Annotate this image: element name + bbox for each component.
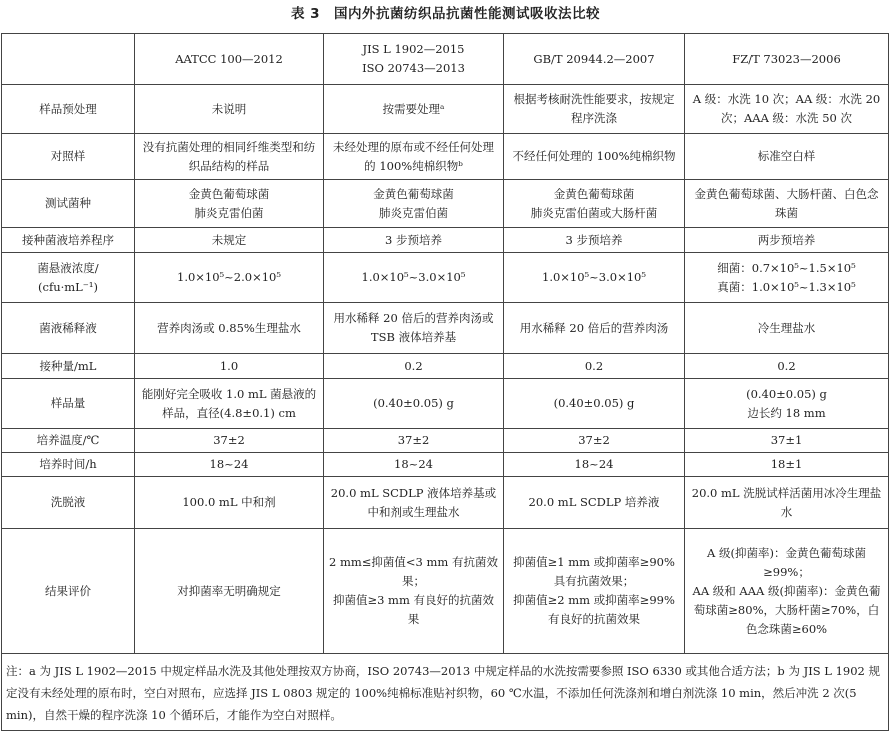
- header-cell-jis-iso: JIS L 1902—2015 ISO 20743—2013: [324, 34, 504, 85]
- table-cell: 对抑菌率无明确规定: [135, 529, 324, 654]
- table-cell: 未说明: [135, 85, 324, 134]
- row-label: 对照样: [2, 134, 135, 180]
- row-label: 洗脱液: [2, 477, 135, 529]
- table-cell: 37±2: [135, 429, 324, 453]
- table-cell: 20.0 mL SCDLP 液体培养基或中和剂或生理盐水: [324, 477, 504, 529]
- table-footnote: 注：a 为 JIS L 1902—2015 中规定样品水洗及其他处理按双方协商，ISO 20743—2013 中规定样品的水洗按需要参照 ISO 6330 或其他合适方法；b 为 JIS L 1902 规定没有未经处理的原布时，空白对照布，应选择 JIS L 0803 规定的 100%纯棉标准贴衬织物，60 ℃水温，不添加任何洗涤剂和增白剂洗涤 10 min，然后冲洗 2 次(5 min)，自然干燥的程序洗涤 10 个循环后，才能作为空白对照样。: [2, 654, 889, 731]
- table-cell: 18~24: [324, 453, 504, 477]
- table-cell: 金黄色葡萄球菌 肺炎克雷伯菌: [324, 180, 504, 228]
- table-cell: 没有抗菌处理的相同纤维类型和纺织品结构的样品: [135, 134, 324, 180]
- table-row-incubation-temperature: [2, 429, 889, 453]
- table-cell: 3 步预培养: [324, 228, 504, 253]
- table-cell: 按需要处理ᵃ: [324, 85, 504, 134]
- row-label: 样品预处理: [2, 85, 135, 134]
- header-cell-fzt: FZ/T 73023—2006: [685, 34, 889, 85]
- row-label: 接种量/mL: [2, 354, 135, 379]
- table-cell: 未经处理的原布或不经任何处理的 100%纯棉织物ᵇ: [324, 134, 504, 180]
- table-cell: 18~24: [135, 453, 324, 477]
- table-cell: 冷生理盐水: [685, 303, 889, 354]
- table-row-diluent: [2, 303, 889, 354]
- table-row-inoculum-volume: [2, 354, 889, 379]
- table-cell: 0.2: [504, 354, 685, 379]
- note-row: [2, 654, 889, 731]
- table-row-pretreatment: [2, 85, 889, 134]
- row-label: 测试菌种: [2, 180, 135, 228]
- comparison-table: [1, 33, 889, 731]
- table-row-suspension-concentration: [2, 253, 889, 303]
- row-label: 培养温度/℃: [2, 429, 135, 453]
- table-cell: 金黄色葡萄球菌、大肠杆菌、白色念珠菌: [685, 180, 889, 228]
- header-cell-gbt: GB/T 20944.2—2007: [504, 34, 685, 85]
- table-cell: 两步预培养: [685, 228, 889, 253]
- table-cell: 1.0: [135, 354, 324, 379]
- table-cell: 37±1: [685, 429, 889, 453]
- table-cell: 用水稀释 20 倍后的营养肉汤或 TSB 液体培养基: [324, 303, 504, 354]
- table-cell: 标准空白样: [685, 134, 889, 180]
- row-label: 培养时间/h: [2, 453, 135, 477]
- row-label: 接种菌液培养程序: [2, 228, 135, 253]
- table-cell: 细菌：0.7×10⁵~1.5×10⁵ 真菌：1.0×10⁵~1.3×10⁵: [685, 253, 889, 303]
- table-cell: 抑菌值≥1 mm 或抑菌率≥90%具有抗菌效果； 抑菌值≥2 mm 或抑菌率≥99%有良好的抗菌效果: [504, 529, 685, 654]
- table-row-sample-amount: [2, 379, 889, 429]
- header-cell-aatcc: AATCC 100—2012: [135, 34, 324, 85]
- table-cell: 金黄色葡萄球菌 肺炎克雷伯菌: [135, 180, 324, 228]
- table-cell: 营养肉汤或 0.85%生理盐水: [135, 303, 324, 354]
- table-cell: 37±2: [324, 429, 504, 453]
- row-label: 菌悬液浓度/ (cfu·mL⁻¹): [2, 253, 135, 303]
- row-label: 结果评价: [2, 529, 135, 654]
- table-cell: 2 mm≤抑菌值<3 mm 有抗菌效果； 抑菌值≥3 mm 有良好的抗菌效果: [324, 529, 504, 654]
- table-cell: 1.0×10⁵~3.0×10⁵: [504, 253, 685, 303]
- table-cell: 不经任何处理的 100%纯棉织物: [504, 134, 685, 180]
- table-title: 表 3 国内外抗菌纺织品抗菌性能测试吸收法比较: [290, 6, 601, 22]
- table-cell: A 级(抑菌率)：金黄色葡萄球菌≥99%； AA 级和 AAA 级(抑菌率)：金黄色葡萄球菌≥80%，大肠杆菌≥70%，白色念珠菌≥60%: [685, 529, 889, 654]
- table-cell: 0.2: [685, 354, 889, 379]
- table-cell: 金黄色葡萄球菌 肺炎克雷伯菌或大肠杆菌: [504, 180, 685, 228]
- table-cell: (0.40±0.05) g: [504, 379, 685, 429]
- table-cell: 1.0×10⁵~3.0×10⁵: [324, 253, 504, 303]
- table-cell: 根据考核耐洗性能要求，按规定程序洗涤: [504, 85, 685, 134]
- table-cell: 未规定: [135, 228, 324, 253]
- table-cell: 0.2: [324, 354, 504, 379]
- table-cell: 3 步预培养: [504, 228, 685, 253]
- table-cell: 能刚好完全吸收 1.0 mL 菌悬液的样品，直径(4.8±0.1) cm: [135, 379, 324, 429]
- table-cell: 20.0 mL SCDLP 培养液: [504, 477, 685, 529]
- row-label: 菌液稀释液: [2, 303, 135, 354]
- table-cell: (0.40±0.05) g: [324, 379, 504, 429]
- table-cell: A 级：水洗 10 次；AA 级：水洗 20 次；AAA 级：水洗 50 次: [685, 85, 889, 134]
- table-cell: 37±2: [504, 429, 685, 453]
- table-cell: 100.0 mL 中和剂: [135, 477, 324, 529]
- table-row-incubation-time: [2, 453, 889, 477]
- table-row-culture-procedure: [2, 228, 889, 253]
- row-label: 样品量: [2, 379, 135, 429]
- table-cell: 20.0 mL 洗脱试样活菌用冰冷生理盐水: [685, 477, 889, 529]
- table-row-test-strain: [2, 180, 889, 228]
- header-row: [2, 34, 889, 85]
- header-corner-cell: [2, 34, 135, 85]
- table-cell: 18~24: [504, 453, 685, 477]
- table-cell: 18±1: [685, 453, 889, 477]
- table-row-result-evaluation: [2, 529, 889, 654]
- table-cell: 用水稀释 20 倍后的营养肉汤: [504, 303, 685, 354]
- table-row-control-sample: [2, 134, 889, 180]
- table-cell: (0.40±0.05) g 边长约 18 mm: [685, 379, 889, 429]
- table-cell: 1.0×10⁵~2.0×10⁵: [135, 253, 324, 303]
- table-row-eluent: [2, 477, 889, 529]
